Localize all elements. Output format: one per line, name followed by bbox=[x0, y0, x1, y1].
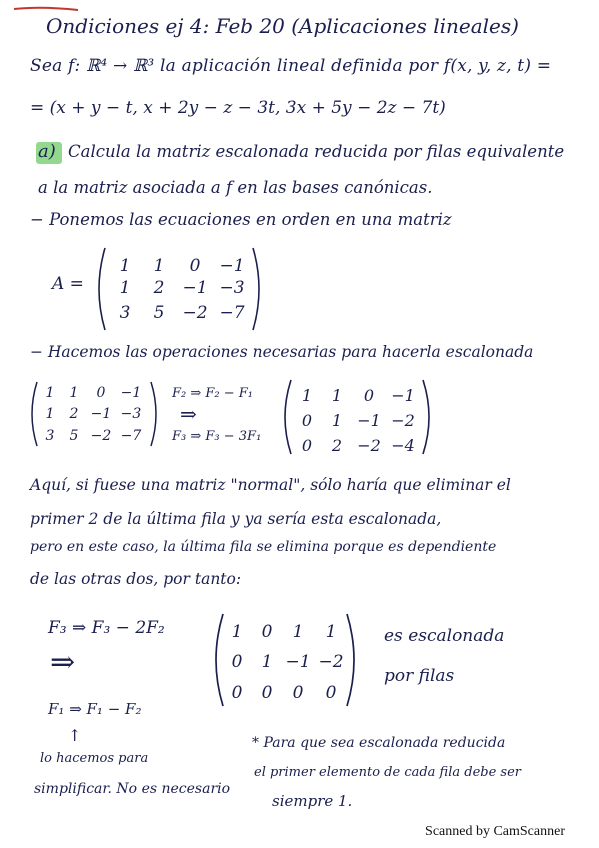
matrix-cell: 0 bbox=[261, 683, 273, 703]
matrix-cell: 5 bbox=[69, 428, 79, 444]
part-a-line-1: Calcula la matriz escalonada reducida por filas equivalente bbox=[68, 142, 565, 161]
matrix-cell: −2 bbox=[391, 411, 415, 430]
matrix-b-row bbox=[38, 385, 146, 401]
matrix-cell: 2 bbox=[331, 436, 343, 455]
matrix-a-row bbox=[108, 303, 250, 323]
matrix-cell: 1 bbox=[153, 256, 165, 276]
step-1-text: − Ponemos las ecuaciones en orden en una matriz bbox=[30, 210, 452, 229]
matrix-a-right-bracket bbox=[250, 246, 266, 332]
explanation-line-3: pero en este caso, la última fila se elimina porque es dependiente bbox=[30, 539, 497, 555]
matrix-cell: −1 bbox=[120, 385, 142, 401]
note-right-line-1: * Para que sea escalonada reducida bbox=[252, 735, 506, 751]
implies-arrow-2: ⇒ bbox=[50, 645, 76, 680]
matrix-cell: −2 bbox=[318, 652, 344, 672]
matrix-cell: −1 bbox=[219, 256, 245, 276]
matrix-c-right-bracket bbox=[420, 378, 436, 456]
statement-line-2: = (x + y − t, x + 2y − z − 3t, 3x + 5y − 2z − 7t) bbox=[30, 98, 446, 118]
matrix-cell: −7 bbox=[120, 428, 142, 444]
matrix-cell: −1 bbox=[90, 406, 112, 422]
top-accent-stroke bbox=[12, 4, 82, 14]
matrix-b-right-bracket bbox=[148, 380, 162, 448]
matrix-cell: 5 bbox=[153, 303, 165, 323]
matrix-cell: 0 bbox=[292, 683, 304, 703]
matrix-cell: 0 bbox=[189, 256, 201, 276]
matrix-cell: 1 bbox=[45, 385, 55, 401]
matrix-a-row bbox=[108, 256, 250, 276]
matrix-cell: 3 bbox=[119, 303, 131, 323]
matrix-cell: −2 bbox=[90, 428, 112, 444]
matrix-cell: 0 bbox=[96, 385, 106, 401]
matrix-d-row bbox=[222, 683, 348, 703]
matrix-cell: 1 bbox=[69, 385, 79, 401]
matrix-cell: −1 bbox=[357, 411, 381, 430]
matrix-cell: −7 bbox=[219, 303, 245, 323]
scanner-watermark: Scanned by CamScanner bbox=[425, 824, 565, 839]
matrix-c-row bbox=[292, 436, 420, 455]
result-line-1: es escalonada bbox=[384, 626, 505, 646]
matrix-c-row bbox=[292, 411, 420, 430]
matrix-cell: 1 bbox=[325, 622, 337, 642]
matrix-cell: 1 bbox=[231, 622, 243, 642]
matrix-cell: 2 bbox=[69, 406, 79, 422]
note-right-line-3: siempre 1. bbox=[272, 792, 353, 810]
matrix-d-row bbox=[222, 652, 348, 672]
matrix-a-name: A = bbox=[52, 274, 84, 294]
matrix-cell: 1 bbox=[331, 411, 343, 430]
matrix-cell: 2 bbox=[153, 278, 165, 298]
matrix-cell: 1 bbox=[119, 256, 131, 276]
matrix-cell: 0 bbox=[301, 411, 313, 430]
statement-line-1: Sea f: ℝ⁴ → ℝ³ la aplicación lineal definida por f(x, y, z, t) = bbox=[30, 56, 552, 76]
matrix-cell: 1 bbox=[331, 386, 343, 405]
row-operation-2: F₃ ⇒ F₃ − 3F₁ bbox=[172, 429, 262, 444]
explanation-line-4: de las otras dos, por tanto: bbox=[30, 570, 242, 588]
matrix-cell: 1 bbox=[301, 386, 313, 405]
matrix-cell: −1 bbox=[285, 652, 311, 672]
step-2-text: − Hacemos las operaciones necesarias para hacerla escalonada bbox=[30, 343, 534, 361]
row-operation-1: F₂ ⇒ F₂ − F₁ bbox=[172, 386, 254, 401]
matrix-cell: 3 bbox=[45, 428, 55, 444]
matrix-d-row bbox=[222, 622, 348, 642]
matrix-a-left-bracket bbox=[92, 246, 108, 332]
matrix-cell: 1 bbox=[119, 278, 131, 298]
matrix-cell: 0 bbox=[231, 683, 243, 703]
note-left-line-2: simplificar. No es necesario bbox=[34, 781, 231, 797]
result-line-2: por filas bbox=[384, 666, 455, 686]
part-a-label: a) bbox=[38, 141, 56, 162]
matrix-cell: −4 bbox=[391, 436, 415, 455]
page-title: Ondiciones ej 4: Feb 20 (Aplicaciones lineales) bbox=[46, 14, 519, 38]
matrix-b-row bbox=[38, 428, 146, 444]
matrix-cell: 0 bbox=[325, 683, 337, 703]
matrix-cell: −3 bbox=[219, 278, 245, 298]
explanation-line-1: Aquí, si fuese una matriz "normal", sólo haría que eliminar el bbox=[30, 476, 511, 494]
explanation-line-2: primer 2 de la última fila y ya sería esta escalonada, bbox=[30, 510, 442, 528]
matrix-a-row bbox=[108, 278, 250, 298]
matrix-cell: 0 bbox=[363, 386, 375, 405]
note-right-line-2: el primer elemento de cada fila debe ser bbox=[254, 765, 522, 780]
row-operation-4: F₁ ⇒ F₁ − F₂ bbox=[48, 700, 142, 718]
matrix-cell: −1 bbox=[391, 386, 415, 405]
part-a-line-2: a la matriz asociada a f en las bases canónicas. bbox=[38, 178, 433, 197]
matrix-c-row bbox=[292, 386, 420, 405]
matrix-cell: 1 bbox=[261, 652, 273, 672]
matrix-cell: 0 bbox=[231, 652, 243, 672]
matrix-cell: 0 bbox=[301, 436, 313, 455]
matrix-cell: −1 bbox=[182, 278, 208, 298]
matrix-cell: −2 bbox=[182, 303, 208, 323]
matrix-b-row bbox=[38, 406, 146, 422]
row-operation-3: F₃ ⇒ F₃ − 2F₂ bbox=[48, 618, 165, 638]
note-left-line-1: lo hacemos para bbox=[40, 751, 149, 766]
implies-arrow: ⇒ bbox=[180, 402, 197, 426]
note-arrow-icon: ↑ bbox=[68, 726, 82, 745]
matrix-cell: 1 bbox=[292, 622, 304, 642]
matrix-cell: −2 bbox=[357, 436, 381, 455]
matrix-cell: −3 bbox=[120, 406, 142, 422]
matrix-cell: 1 bbox=[45, 406, 55, 422]
matrix-cell: 0 bbox=[261, 622, 273, 642]
